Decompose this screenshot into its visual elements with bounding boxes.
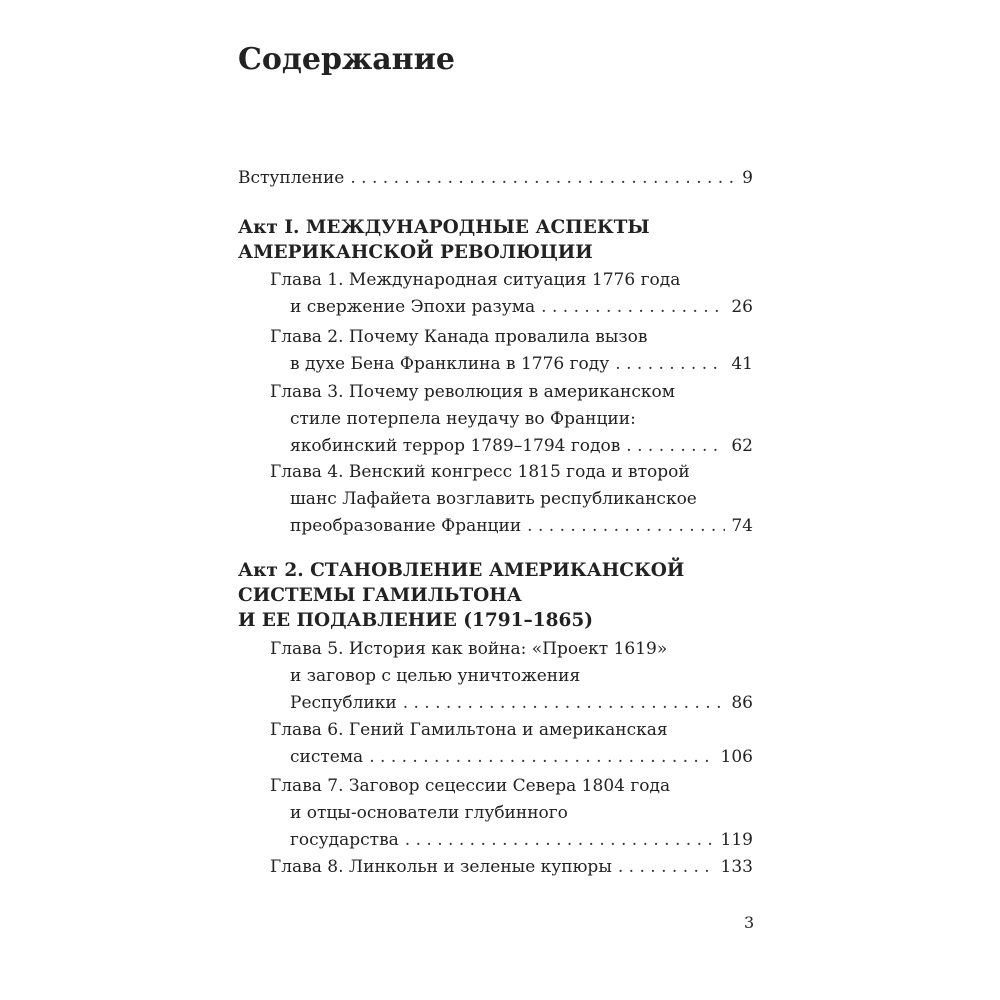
dot-leader [618,854,715,881]
entry-title-line: Глава 6. Гений Гамильтона и американская [270,720,668,740]
toc-entry-chapter-2[interactable] [270,324,753,378]
entry-title-line: Глава 5. История как война: «Проект 1619» [270,639,668,659]
act-heading-line: АМЕРИКАНСКОЙ РЕВОЛЮЦИИ [238,242,593,263]
entry-title-line: Глава 3. Почему революция в американском [270,382,675,402]
entry-title-line: якобинский террор 1789–1794 годов [290,436,621,456]
page-number: 106 [720,747,753,767]
act-2-heading[interactable] [238,558,753,633]
entry-title-line: в духе Бена Франклина в 1776 году [290,354,610,374]
page-number: 74 [731,516,753,536]
entry-title-line: и свержение Эпохи разума [290,297,536,317]
dot-leader [541,294,725,321]
entry-title-line: преобразование Франции [290,516,522,536]
toc-entry-chapter-1[interactable] [270,267,753,321]
page-number: 86 [731,693,753,713]
entry-title-line: и заговор с целью уничтожения [290,666,581,686]
toc-entry-chapter-6[interactable] [270,717,753,771]
dot-leader [350,165,736,192]
page-number: 133 [720,857,753,877]
dot-leader [615,351,725,378]
entry-title-line: система [290,747,364,767]
act-heading-line: И ЕЕ ПОДАВЛЕНИЕ (1791–1865) [238,610,593,631]
toc-entry-chapter-3[interactable] [270,379,753,460]
page-number: 41 [731,354,753,374]
toc-entry-chapter-4[interactable] [270,459,753,540]
act-heading-line: Акт 2. СТАНОВЛЕНИЕ АМЕРИКАНСКОЙ [238,560,685,581]
toc-entry-intro[interactable] [238,165,753,192]
toc-entry-chapter-8[interactable] [270,854,753,881]
entry-title-line: стиле потерпела неудачу во Франции: [290,409,636,429]
act-heading-line: Акт I. МЕЖДУНАРОДНЫЕ АСПЕКТЫ [238,217,650,238]
act-1-heading[interactable] [238,215,753,265]
toc-entry-chapter-7[interactable] [270,773,753,854]
dot-leader [626,433,725,460]
act-heading-line: СИСТЕМЫ ГАМИЛЬТОНА [238,585,522,606]
entry-title-line: шанс Лафайета возглавить республиканское [290,489,697,509]
page-number: 62 [731,436,753,456]
dot-leader [369,744,714,771]
entry-title-line: государства [290,830,399,850]
entry-title-line: Глава 2. Почему Канада провалила вызов [270,327,648,347]
dot-leader [403,690,726,717]
entry-title-line: Глава 7. Заговор сецессии Севера 1804 года [270,776,671,796]
page-number: 9 [742,168,753,188]
entry-title-line: Глава 1. Международная ситуация 1776 года [270,270,681,290]
dot-leader [527,513,725,540]
dot-leader [405,827,715,854]
toc-entry-chapter-5[interactable] [270,636,753,717]
page-number: 26 [731,297,753,317]
entry-title-line: и отцы-основатели глубинного [290,803,568,823]
entry-title-line: Глава 8. Линкольн и зеленые купюры [270,857,612,877]
page-folio: 3 [744,913,755,932]
entry-title-line: Глава 4. Венский конгресс 1815 года и второй [270,462,690,482]
page-title: Содержание [238,42,455,77]
entry-title-line: Республики [290,693,397,713]
page-number: 119 [720,830,753,850]
entry-title: Вступление [238,168,345,188]
